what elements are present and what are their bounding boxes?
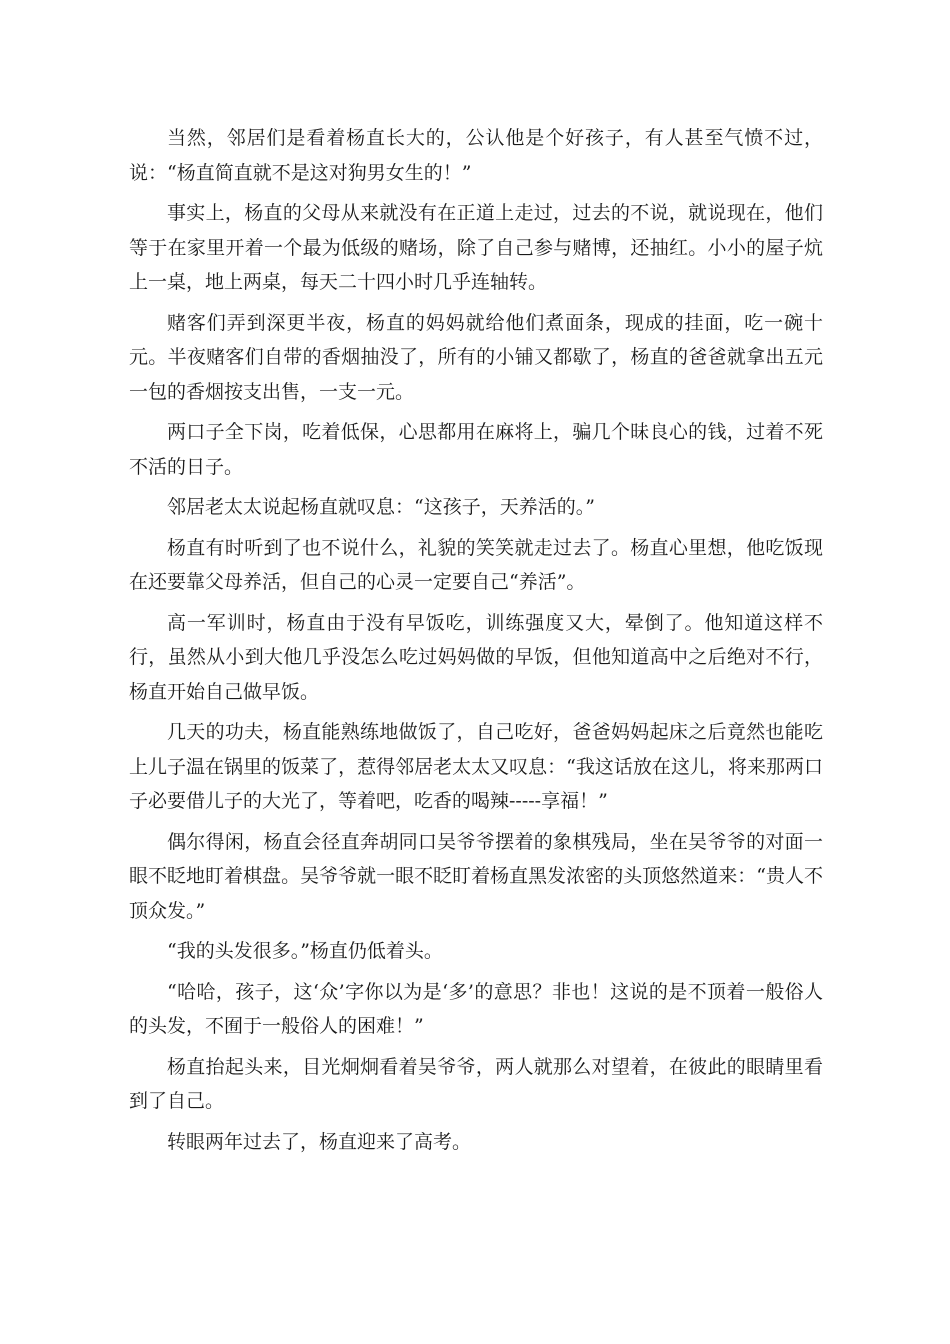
paragraph-6: 杨直有时听到了也不说什么，礼貌的笑笑就走过去了。杨直心里想，他吃饭现在还要靠父母养活，但自己的心灵一定要自己“养活”。 xyxy=(129,536,823,593)
paragraph-13: 转眼两年过去了，杨直迎来了高考。 xyxy=(167,1130,472,1153)
paragraph-3: 赌客们弄到深更半夜，杨直的妈妈就给他们煮面条，现成的挂面，吃一碗十元。半夜赌客们自带的香烟抽没了，所有的小铺又都歇了，杨直的爸爸就拿出五元一包的香烟按支出售，一支一元。 xyxy=(129,311,823,403)
document-body xyxy=(129,121,823,1165)
paragraph-2: 事实上，杨直的父母从来就没有在正道上走过，过去的不说，就说现在，他们等于在家里开着一个最为低级的赌场，除了自己参与赌博，还抽红。小小的屋子炕上一桌，地上两桌，每天二十四小时几乎连轴转。 xyxy=(129,202,823,293)
paragraph-1: 当然，邻居们是看着杨直长大的，公认他是个好孩子，有人甚至气愤不过，说：“杨直简直就不是这对狗男女生的！” xyxy=(129,127,823,184)
paragraph-7: 高一军训时，杨直由于没有早饭吃，训练强度又大，晕倒了。他知道这样不行，虽然从小到大他几乎没怎么吃过妈妈做的早饭，但他知道高中之后绝对不行，杨直开始自己做早饭。 xyxy=(129,611,823,703)
paragraph-12: 杨直抬起头来，目光炯炯看着吴爷爷，两人就那么对望着，在彼此的眼睛里看到了自己。 xyxy=(129,1055,823,1112)
paragraph-9: 偶尔得闲，杨直会径直奔胡同口吴爷爷摆着的象棋残局，坐在吴爷爷的对面一眼不眨地盯着棋盘。吴爷爷就一眼不眨盯着杨直黑发浓密的头顶悠然道来：“贵人不顶众发。” xyxy=(129,830,823,922)
paragraph-11: “哈哈，孩子，这‘众’字你以为是‘多’的意思？非也！这说的是不顶着一般俗人的头发，不囿于一般俗人的困难！” xyxy=(129,980,823,1037)
paragraph-8: 几天的功夫，杨直能熟练地做饭了，自己吃好，爸爸妈妈起床之后竟然也能吃上儿子温在锅里的饭菜了，惹得邻居老太太又叹息：“我这话放在这儿，将来那两口子必要借儿子的大光了，等着吧，吃香的喝辣-----享福！” xyxy=(129,721,823,812)
paragraph-4: 两口子全下岗，吃着低保，心思都用在麻将上，骗几个昧良心的钱，过着不死不活的日子。 xyxy=(129,421,823,478)
paragraph-5: 邻居老太太说起杨直就叹息：“这孩子，天养活的。” xyxy=(167,496,595,518)
paragraph-10: “我的头发很多。”杨直仍低着头。 xyxy=(167,940,443,962)
